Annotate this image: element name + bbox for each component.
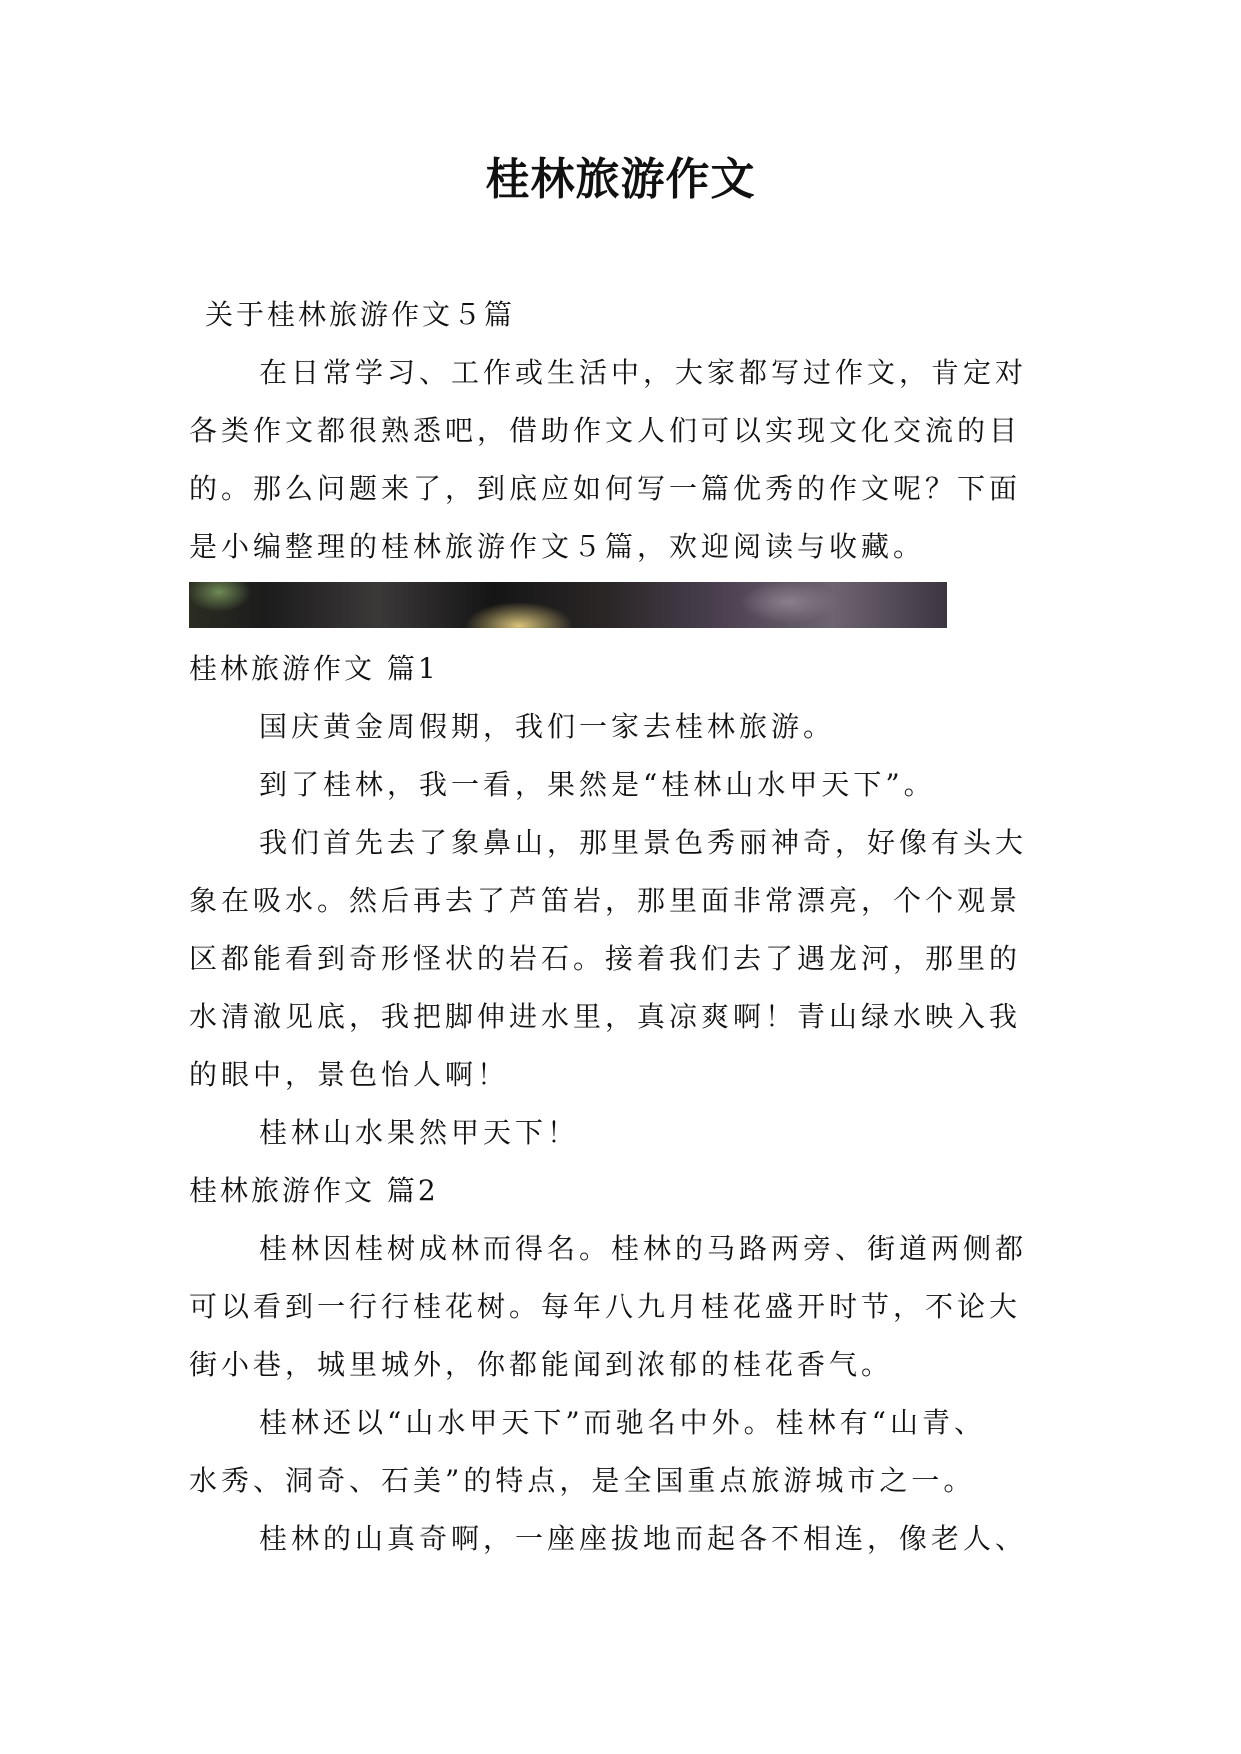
intro-paragraph-line: 各类作文都很熟悉吧，借助作文人们可以实现文化交流的目 bbox=[189, 414, 1022, 447]
essay-heading: 桂林旅游作文 篇1 bbox=[189, 652, 439, 685]
intro-paragraph-line: 是小编整理的桂林旅游作文５篇，欢迎阅读与收藏。 bbox=[189, 530, 926, 563]
intro-paragraph-line: 在日常学习、工作或生活中，大家都写过作文，肯定对 bbox=[259, 356, 1028, 389]
essay-paragraph-line: 水清澈见底，我把脚伸进水里，真凉爽啊！青山绿水映入我 bbox=[189, 1000, 1022, 1033]
essay-paragraph-line: 桂林因桂树成林而得名。桂林的马路两旁、街道两侧都 bbox=[259, 1232, 1028, 1265]
essay-paragraph-line: 街小巷，城里城外，你都能闻到浓郁的桂花香气。 bbox=[189, 1348, 894, 1381]
intro-paragraph-line: 的。那么问题来了，到底应如何写一篇优秀的作文呢？下面 bbox=[189, 472, 1022, 505]
essay-heading: 桂林旅游作文 篇2 bbox=[189, 1174, 439, 1207]
page-title: 桂林旅游作文 bbox=[485, 154, 756, 205]
essay-paragraph-line: 桂林还以“山水甲天下”而驰名中外。桂林有“山青、 bbox=[259, 1406, 986, 1439]
essay-paragraph-line: 我们首先去了象鼻山，那里景色秀丽神奇，好像有头大 bbox=[259, 826, 1028, 859]
essay-paragraph-line: 水秀、洞奇、石美”的特点，是全国重点旅游城市之一。 bbox=[189, 1464, 976, 1497]
essay-paragraph-line: 桂林的山真奇啊，一座座拔地而起各不相连，像老人、 bbox=[259, 1522, 1028, 1555]
document-body bbox=[189, 286, 1069, 1568]
essay-paragraph-line: 区都能看到奇形怪状的岩石。接着我们去了遇龙河，那里的 bbox=[189, 942, 1022, 975]
essay-paragraph-line: 到了桂林，我一看，果然是“桂林山水甲天下”。 bbox=[259, 768, 936, 801]
essay-paragraph-line: 桂林山水果然甲天下！ bbox=[259, 1116, 580, 1149]
cropped-photo bbox=[189, 582, 947, 628]
essay-paragraph-line: 国庆黄金周假期，我们一家去桂林旅游。 bbox=[259, 710, 836, 743]
essay-paragraph-line: 的眼中，景色怡人啊！ bbox=[189, 1058, 510, 1091]
essay-paragraph-line: 可以看到一行行桂花树。每年八九月桂花盛开时节，不论大 bbox=[189, 1290, 1022, 1323]
essay-paragraph-line: 象在吸水。然后再去了芦笛岩，那里面非常漂亮，个个观景 bbox=[189, 884, 1022, 917]
intro-heading: 关于桂林旅游作文５篇 bbox=[205, 298, 516, 331]
